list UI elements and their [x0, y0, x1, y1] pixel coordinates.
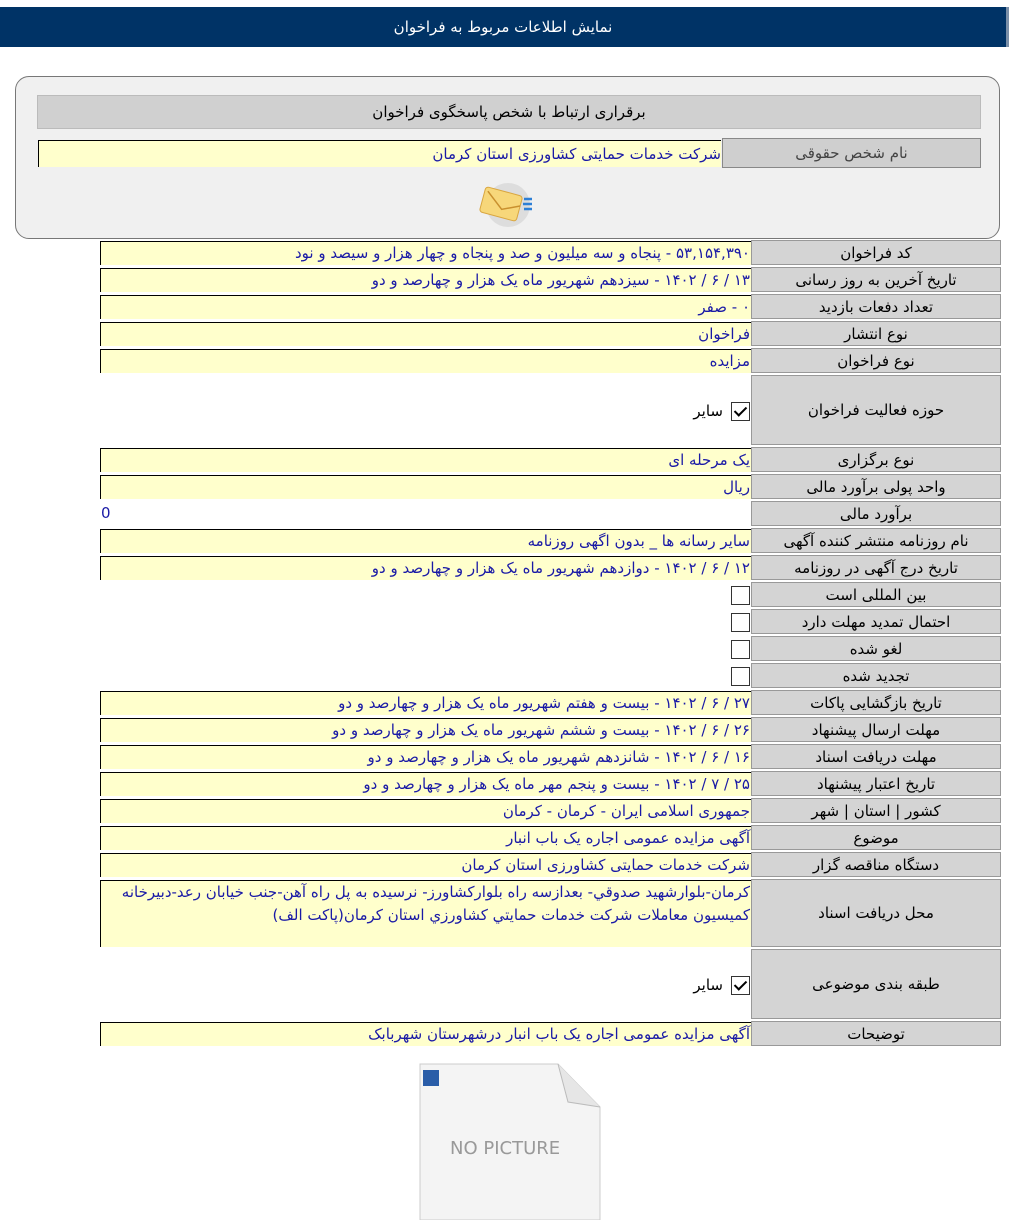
checkbox[interactable] [731, 613, 750, 632]
detail-row [100, 348, 1001, 373]
detail-row [100, 663, 1001, 688]
legal-person-value: شرکت خدمات حمایتی کشاورزی استان کرمان [38, 140, 721, 167]
row-value: ۲۷ / ۶ / ۱۴۰۲ - بیست و هفتم شهریور ماه یک هزار و چهارصد و دو [100, 691, 751, 715]
checkbox[interactable] [731, 586, 750, 605]
detail-row [100, 240, 1001, 265]
row-label: واحد پولی برآورد مالی [751, 474, 1001, 499]
detail-row [100, 501, 1001, 526]
row-label: دستگاه مناقصه گزار [751, 852, 1001, 877]
detail-row [100, 744, 1001, 769]
row-label: نوع فراخوان [751, 348, 1001, 373]
row-label: حوزه فعالیت فراخوان [751, 375, 1001, 445]
row-label: محل دریافت اسناد [751, 879, 1001, 947]
row-value: ۰ - صفر [100, 295, 751, 319]
detail-row [100, 582, 1001, 607]
detail-row [100, 949, 1001, 1019]
envelope-icon[interactable] [476, 181, 536, 229]
row-label: طبقه بندی موضوعی [751, 949, 1001, 1019]
row-label: کد فراخوان [751, 240, 1001, 265]
contact-panel [15, 76, 1000, 239]
row-value: شرکت خدمات حمایتی کشاورزی استان کرمان [100, 853, 751, 877]
detail-row [100, 825, 1001, 850]
checkbox[interactable] [731, 667, 750, 686]
row-value: جمهوری اسلامی ایران - کرمان - کرمان [100, 799, 751, 823]
row-label: نوع برگزاری [751, 447, 1001, 472]
row-value: ۲۶ / ۶ / ۱۴۰۲ - بیست و ششم شهریور ماه یک هزار و چهارصد و دو [100, 718, 751, 742]
checkbox[interactable] [731, 402, 750, 421]
checkbox-label: سایر [693, 975, 723, 994]
detail-row [100, 609, 1001, 634]
row-label: لغو شده [751, 636, 1001, 661]
detail-row [100, 555, 1001, 580]
row-label: برآورد مالی [751, 501, 1001, 526]
row-value: ۲۵ / ۷ / ۱۴۰۲ - بیست و پنجم مهر ماه یک هزار و چهارصد و دو [100, 772, 751, 796]
row-label: مهلت ارسال پیشنهاد [751, 717, 1001, 742]
no-picture-text: NO PICTURE [450, 1138, 561, 1159]
row-value: ریال [100, 475, 751, 499]
row-label: موضوع [751, 825, 1001, 850]
row-label: نوع انتشار [751, 321, 1001, 346]
detail-row [100, 690, 1001, 715]
row-value: ۵۳,۱۵۴,۳۹۰ - پنجاه و سه میلیون و صد و پنجاه و چهار هزار و سیصد و نود [100, 241, 751, 265]
details-table [100, 240, 1001, 1048]
row-label: تاریخ درج آگهی در روزنامه [751, 555, 1001, 580]
row-value: یک مرحله ای [100, 448, 751, 472]
legal-person-label: نام شخص حقوقی [722, 138, 981, 168]
detail-row [100, 528, 1001, 553]
detail-row [100, 474, 1001, 499]
checkbox-label: سایر [693, 401, 723, 420]
row-value: مزایده [100, 349, 751, 373]
page-header: نمایش اطلاعات مربوط به فراخوان [0, 7, 1009, 47]
row-label: کشور | استان | شهر [751, 798, 1001, 823]
row-label: تاریخ اعتبار پیشنهاد [751, 771, 1001, 796]
row-value: آگهی مزایده عمومی اجاره یک باب انبار [100, 826, 751, 850]
detail-row [100, 375, 1001, 445]
row-label: نام روزنامه منتشر کننده آگهی [751, 528, 1001, 553]
row-value: سایر رسانه ها _ بدون اگهی روزنامه [100, 529, 751, 553]
row-label: تاریخ آخرین به روز رسانی [751, 267, 1001, 292]
detail-row [100, 294, 1001, 319]
detail-row [100, 321, 1001, 346]
detail-row [100, 879, 1001, 947]
row-label: توضیحات [751, 1021, 1001, 1046]
row-label: تاریخ بازگشایی پاکات [751, 690, 1001, 715]
row-label: تعداد دفعات بازدید [751, 294, 1001, 319]
row-value: فراخوان [100, 322, 751, 346]
row-label: احتمال تمدید مهلت دارد [751, 609, 1001, 634]
row-value: كرمان-بلوارشهيد صدوقي- بعدازسه راه بلواركشاورز- نرسيده به پل راه آهن-جنب خيابان رعد-دبيرخانه كميسيون معاملات شركت خدمات حمايتي كشاورزي استان كرمان(پاكت الف) [100, 880, 751, 947]
detail-row [100, 636, 1001, 661]
row-label: تجدید شده [751, 663, 1001, 688]
detail-row [100, 798, 1001, 823]
row-label: بین المللی است [751, 582, 1001, 607]
no-picture-placeholder [418, 1062, 603, 1220]
detail-row [100, 852, 1001, 877]
row-value: ۱۳ / ۶ / ۱۴۰۲ - سیزدهم شهریور ماه یک هزار و چهارصد و دو [100, 268, 751, 292]
checkbox[interactable] [731, 640, 750, 659]
expand-icon[interactable] [423, 1070, 439, 1086]
checkbox[interactable] [731, 976, 750, 995]
row-value: ۱۲ / ۶ / ۱۴۰۲ - دوازدهم شهریور ماه یک هزار و چهارصد و دو [100, 556, 751, 580]
detail-row [100, 267, 1001, 292]
row-value: 0 [101, 504, 111, 522]
detail-row [100, 1021, 1001, 1046]
row-value: آگهی مزایده عمومی اجاره یک باب انبار درشهرستان شهربابک [100, 1022, 751, 1046]
detail-row [100, 717, 1001, 742]
detail-row [100, 447, 1001, 472]
detail-row [100, 771, 1001, 796]
row-value: ۱۶ / ۶ / ۱۴۰۲ - شانزدهم شهریور ماه یک هزار و چهارصد و دو [100, 745, 751, 769]
row-label: مهلت دریافت اسناد [751, 744, 1001, 769]
contact-title: برقراری ارتباط با شخص پاسخگوی فراخوان [37, 95, 981, 129]
